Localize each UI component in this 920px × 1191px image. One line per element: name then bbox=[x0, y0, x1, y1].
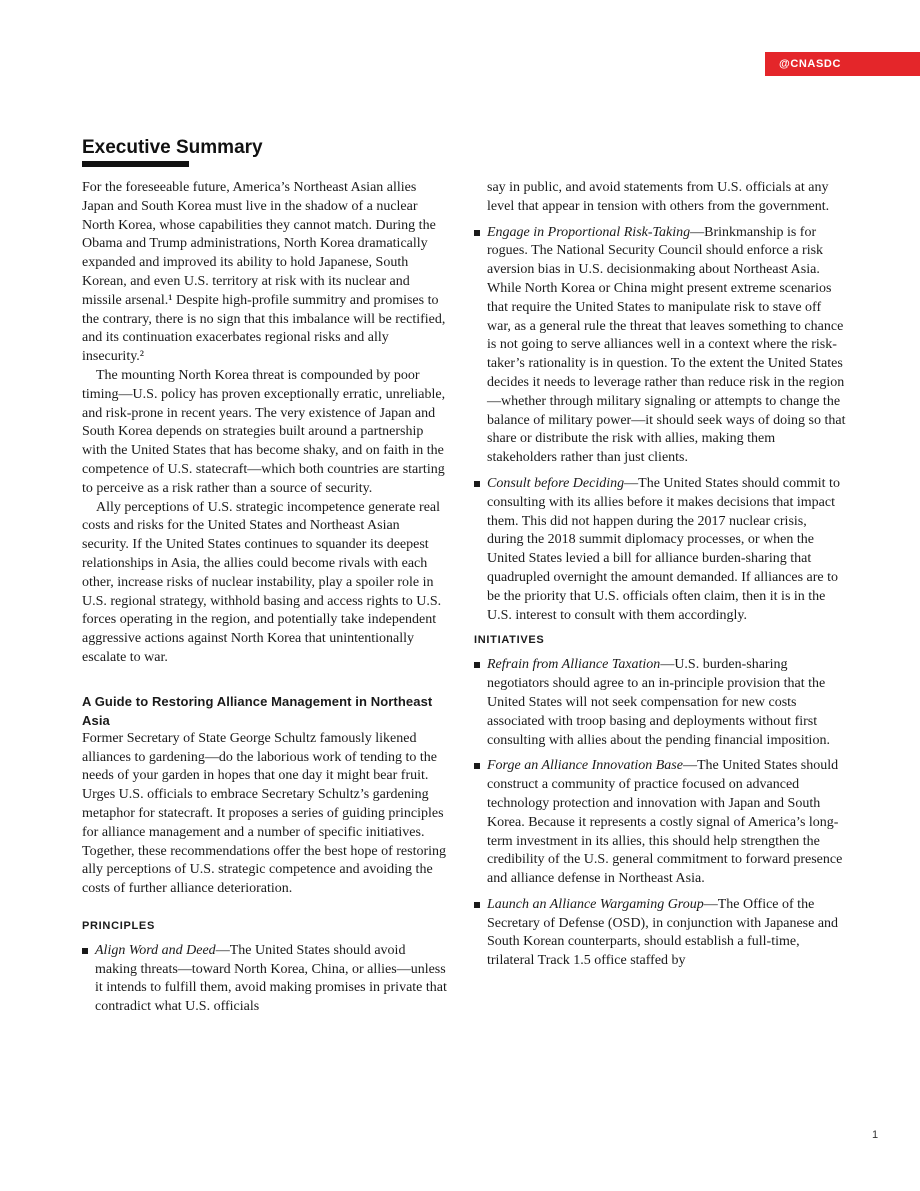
initiative-title: Refrain from Alliance Taxation bbox=[487, 657, 661, 673]
principle-title: Align Word and Deed bbox=[95, 942, 216, 958]
initiative-title: Launch an Alliance Wargaming Group bbox=[487, 896, 704, 912]
guide-paragraph: Former Secretary of State George Schultz famously likened alliances to gardening—do the laborious work of tending to the needs of your garden in hopes that one day it might bear fruit. Urges U.S. officials to embrace Secretary Schultz’s gardening metaphor for statecraft. It proposes a series of guiding principles for alliance management and a number of specific initiatives. Together, these recommendations offer the best hope of restoring ally perceptions of U.S. strategic competence and avoiding the costs of further alliance deterioration. bbox=[82, 730, 447, 897]
bullet-square-icon bbox=[474, 763, 480, 769]
initiative-item bbox=[474, 656, 846, 750]
initiatives-heading: INITIATIVES bbox=[474, 634, 545, 647]
left-column bbox=[82, 179, 450, 1024]
principle-item bbox=[82, 942, 450, 1017]
principles-heading: PRINCIPLES bbox=[82, 919, 156, 932]
initiative-item bbox=[474, 757, 846, 889]
page-title: Executive Summary bbox=[82, 137, 263, 158]
right-column bbox=[474, 179, 846, 978]
principle-item bbox=[474, 224, 846, 468]
initiative-item bbox=[474, 896, 846, 971]
bullet-square-icon bbox=[474, 902, 480, 908]
initiative-text: —The Office of the Secretary of Defense (OSD), in conjunction with Japanese and South Korean counterparts, should establish a full-time, trilateral Track 1.5 office staffed by bbox=[487, 896, 839, 969]
intro-paragraph-2: The mounting North Korea threat is compounded by poor timing—U.S. policy has proven exceptionally erratic, unreliable, and risk-prone in recent years. The very existence of Japan and South Korea depends on strategies built around a partnership with the United States that has become shaky, and on faith in the competence of U.S. statecraft—which both countries are starting to perceive as a risk rather than a source of security. bbox=[82, 367, 446, 496]
bullet-square-icon bbox=[474, 230, 480, 236]
initiative-title: Forge an Alliance Innovation Base bbox=[487, 758, 683, 774]
principles-list bbox=[82, 942, 450, 1017]
principle-title: Engage in Proportional Risk-Taking bbox=[487, 224, 691, 240]
principle-title: Consult before Deciding bbox=[487, 475, 625, 491]
initiatives-list bbox=[474, 656, 846, 971]
title-underline bbox=[82, 161, 189, 167]
initiative-text: —The United States should construct a community of practice focused on advanced technology protection and innovation with Japan and South Korea. Because it represents a costly signal of America’s long-term investment in its allies, this should help strengthen the credibility of the U.S. general commitment to forward presence and alliance defense in Northeast Asia. bbox=[487, 758, 843, 887]
principle-item bbox=[474, 475, 846, 625]
intro-paragraph-3: Ally perceptions of U.S. strategic incompetence generate real costs and risks for the United States and Northeast Asian security. If the United States continues to squander its deepest relationships in Asia, the allies could become rivals with each other, increase risks of nuclear instability, play a spoiler role in U.S. regional strategy, withhold basing and access rights to U.S. forces operating in the region, and potentially take independent aggressive actions against North Korea that unintentionally escalate to war. bbox=[82, 499, 442, 665]
principle-text: —The United States should avoid making threats—toward North Korea, China, or allies—unless it intends to fulfill them, avoid making promises in private that contradict what U.S. officials bbox=[95, 942, 447, 1015]
intro-paragraph-1: For the foreseeable future, America’s Northeast Asian allies Japan and South Korea must live in the shadow of a nuclear North Korea, whose capabilities they cannot match. During the Obama and Trump administrations, North Korea dramatically expanded and improved its ability to hold Japanese, South Korean, and even U.S. territory at risk with its nuclear and missile arsenal.¹ Despite high-profile summitry and promises to the contrary, there is no sign that this imbalance will be rectified, and its continuation exacerbates regional risks and ally insecurity.² bbox=[82, 180, 446, 365]
principle-text: —The United States should commit to consulting with its allies before it makes decisions that impact them. This did not happen during the 2017 nuclear crisis, during the 2018 summit diplomacy processes, or when the United States levied a bill for alliance burden-sharing that quadrupled overnight the amount demanded. If alliances are to be the priority that U.S. officials often claim, then it is in the U.S. interest to consult with them accordingly. bbox=[487, 475, 840, 623]
principle-continuation: say in public, and avoid statements from U.S. officials at any level that appear in tension with others from the government. bbox=[487, 180, 830, 214]
principle-text: —Brinkmanship is for rogues. The National Security Council should enforce a risk aversion bias in U.S. decisionmaking about Northeast Asia. While North Korea or China might present extreme scenarios that require the United States to manipulate risk to stave off war, as a general rule the threat that leaves something to chance is not going to serve alliances well in a context where the risk-taker’s rationality is in question. To the extent the United States decides it needs to leverage rather than reduce risk in the region—whether through military signaling or attempts to change the balance of military power—it should seek ways of doing so that share or distribute the risk with allies, making them stakeholders rather than just clients. bbox=[487, 224, 846, 466]
twitter-handle-tag: @CNASDC bbox=[765, 52, 920, 76]
guide-heading: A Guide to Restoring Alliance Management in Northeast Asia bbox=[82, 693, 433, 728]
bullet-square-icon bbox=[474, 662, 480, 668]
principles-list-continued bbox=[474, 224, 846, 626]
bullet-square-icon bbox=[474, 481, 480, 487]
initiative-text: —U.S. burden-sharing negotiators should agree to an in-principle provision that the United States will not seek compensation for new costs associated with troop basing and deployments without first consulting with allies about the pending financial imposition. bbox=[487, 657, 830, 748]
bullet-square-icon bbox=[82, 948, 88, 954]
page-number: 1 bbox=[872, 1129, 879, 1141]
